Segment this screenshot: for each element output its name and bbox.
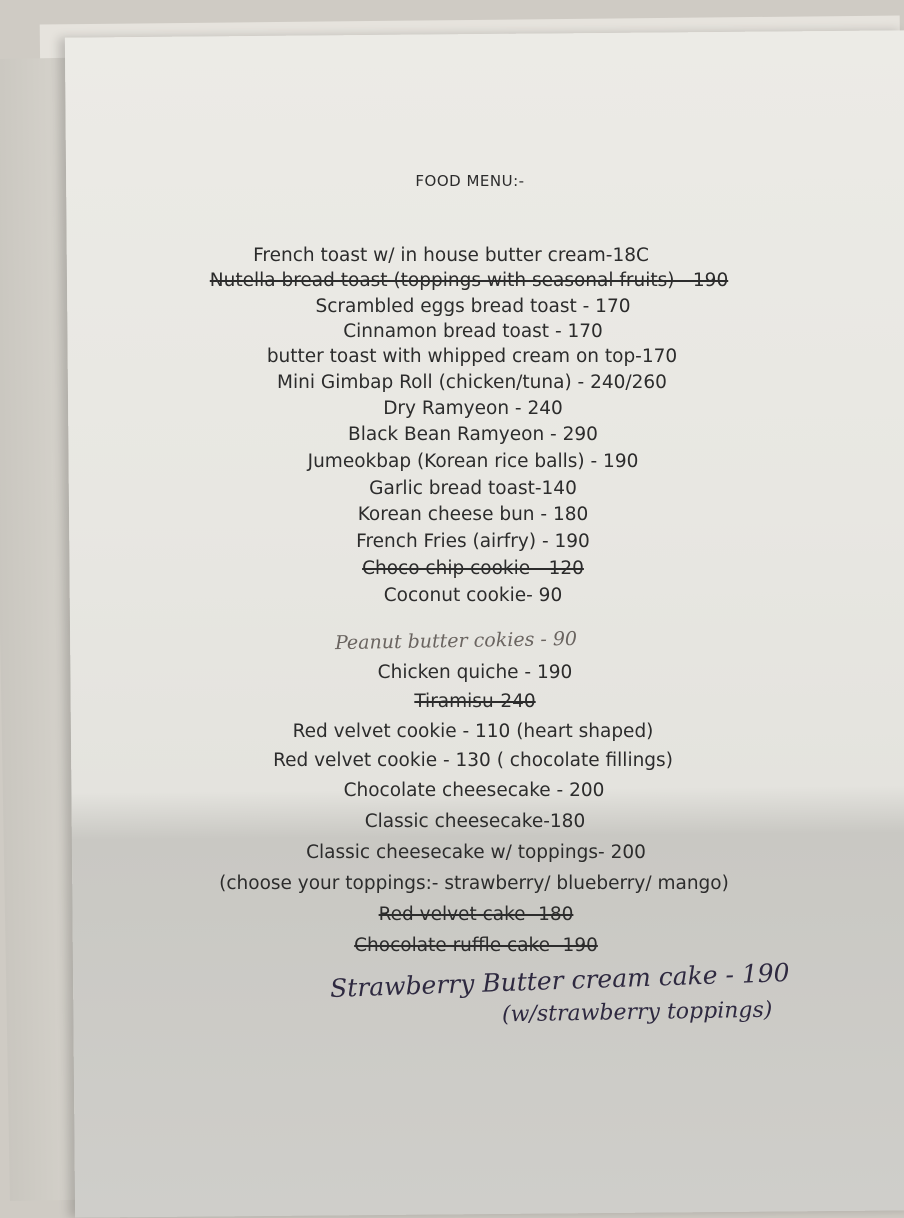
menu-title: FOOD MENU:- (415, 172, 525, 190)
handwritten-note-strawberry-toppings: (w/strawberry toppings) (501, 997, 773, 1028)
menu-item: Garlic bread toast-140 (369, 478, 577, 499)
menu-item: Nutella bread toast (toppings with seasonal fruits) - 190 (209, 270, 729, 291)
menu-item: Dry Ramyeon - 240 (383, 398, 563, 419)
menu-item: Classic cheesecake w/ toppings- 200 (306, 842, 646, 863)
menu-item: Scrambled eggs bread toast - 170 (315, 296, 631, 317)
menu-item: Red velvet cookie - 110 (heart shaped) (292, 721, 654, 742)
menu-item: Chocolate ruffle cake -190 (354, 935, 598, 956)
menu-item: Mini Gimbap Roll (chicken/tuna) - 240/260 (277, 372, 667, 393)
menu-item: butter toast with whipped cream on top-170 (266, 346, 678, 367)
menu-item: Korean cheese bun - 180 (357, 504, 589, 525)
menu-item: Coconut cookie- 90 (383, 585, 563, 606)
menu-item: Chicken quiche - 190 (377, 662, 573, 683)
menu-item: Classic cheesecake-180 (364, 811, 586, 832)
menu-item: Red velvet cookie - 130 ( chocolate fillings) (273, 750, 673, 771)
handwritten-note-strawberry-cake: Strawberry Butter cream cake - 190 (329, 957, 791, 1004)
menu-item: Choco chip cookie - 120 (362, 558, 584, 579)
menu-item: French toast w/ in house butter cream-18C (253, 245, 649, 266)
menu-item: Jumeokbap (Korean rice balls) - 190 (307, 451, 639, 472)
menu-item: Red velvet cake -180 (378, 904, 574, 925)
menu-item: Tiramisu-240 (414, 691, 536, 712)
menu-item: (choose your toppings:- strawberry/ blueberry/ mango) (219, 873, 729, 894)
menu-item: French Fries (airfry) - 190 (356, 531, 590, 552)
handwritten-note-peanut: Peanut butter cokies - 90 (334, 627, 578, 655)
menu-item: Chocolate cheesecake - 200 (343, 780, 605, 801)
menu-item: Black Bean Ramyeon - 290 (348, 424, 598, 445)
menu-item: Cinnamon bread toast - 170 (343, 321, 603, 342)
